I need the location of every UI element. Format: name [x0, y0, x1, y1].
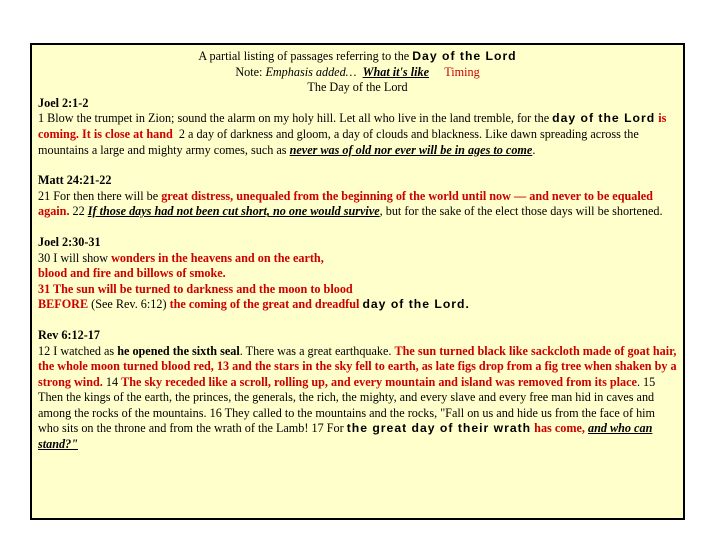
text: 14 [105, 374, 119, 389]
passage-rev-6 [38, 344, 677, 453]
passage-ref-rev-6: Rev 6:12-17 [38, 327, 100, 342]
emphasis-red: The sky receded like a scroll, rolling up, and every mountain and island was removed from its place [121, 374, 637, 389]
emphasis-red: BEFORE [38, 297, 89, 312]
note-what-its-like: What it's like [362, 64, 429, 79]
text: 30 I will show [38, 250, 109, 265]
emphasis-red: wonders in the heavens and on the earth, [111, 250, 324, 265]
text: . 15 Then the kings of the earth, the princes, the generals, the rich, the mighty, and every slave and every free man hid in caves and among the rocks of the mountains. 16 They called to the mountains and the rocks, "Fall on us and hide us from the face of him who sits on the throne and from the wrath of the Lamb! 17 For [38, 374, 656, 436]
text: 22 [72, 204, 85, 219]
header-line-1 [38, 49, 677, 65]
scripture-panel [30, 43, 685, 520]
passage-matt-24 [38, 189, 677, 220]
header-day-of-lord: Day of the Lord [412, 49, 517, 63]
emphasis-red: has come, [534, 421, 585, 436]
note-timing: Timing [444, 64, 480, 79]
emphasis-bold: he opened the sixth seal [117, 343, 240, 358]
emphasis-underline: If those days had not been cut short, no one would survive [87, 204, 380, 219]
passage-ref-matt-24: Matt 24:21-22 [38, 173, 112, 188]
emphasis-red: blood and fire and billows of smoke. [38, 266, 226, 281]
header-line-2 [38, 65, 677, 81]
emphasis-red: The sun turned black like sackcloth made of goat hair, the whole moon turned blood red, [38, 343, 677, 374]
emphasis-underline: never was of old nor ever will be in ages to come [289, 142, 533, 157]
text: 1 Blow the trumpet in Zion; sound the alarm on my holy hill. Let all who live in the land tremble, for the [38, 111, 550, 126]
text: 2 a day of darkness and gloom, a day of clouds and blackness. Like dawn spreading across the mountains a large and mighty army comes, such as [38, 126, 639, 157]
passage-joel-2-30 [38, 251, 677, 313]
spacer [38, 313, 677, 328]
text: 12 I watched as [38, 343, 115, 358]
header-intro-text: A partial listing of passages referring to the [198, 49, 410, 63]
text: (See Rev. 6:12) [91, 297, 167, 312]
text: , but for the sake of the elect those days will be shortened. [379, 204, 663, 219]
spacer [38, 158, 677, 173]
text: . There was a great earthquake. [239, 343, 392, 358]
note-label: Note: [235, 64, 263, 79]
emphasis-red: 13 and the stars in the sky fell to earth, as late figs drop from a fig tree when shaken by a strong wind. [38, 359, 677, 389]
day-of-lord-phrase: day of the Lord [552, 111, 656, 126]
day-of-wrath-phrase: the great day of their wrath [346, 421, 532, 436]
day-of-lord-phrase: day of the Lord. [362, 297, 470, 312]
header-line-3: The Day of the Lord [307, 80, 408, 95]
emphasis-underline: and who can stand?" [38, 421, 653, 452]
spacer [38, 220, 677, 235]
emphasis-red: is coming. It is close at hand [38, 111, 667, 141]
emphasis-red: great distress, unequaled from the beginning of the world until now — and never to be equaled again. [38, 188, 653, 219]
text: 21 For then there will be [38, 188, 159, 203]
passage-ref-joel-2-30: Joel 2:30-31 [38, 234, 101, 249]
text: . [532, 142, 536, 157]
emphasis-red: the coming of the great and dreadful [169, 297, 360, 312]
emphasis-red: 31 The sun will be turned to darkness and the moon to blood [38, 281, 353, 296]
passage-joel-2-1 [38, 111, 677, 158]
passage-ref-joel-2-1: Joel 2:1-2 [38, 95, 89, 110]
note-emphasis: Emphasis added… [265, 64, 357, 79]
